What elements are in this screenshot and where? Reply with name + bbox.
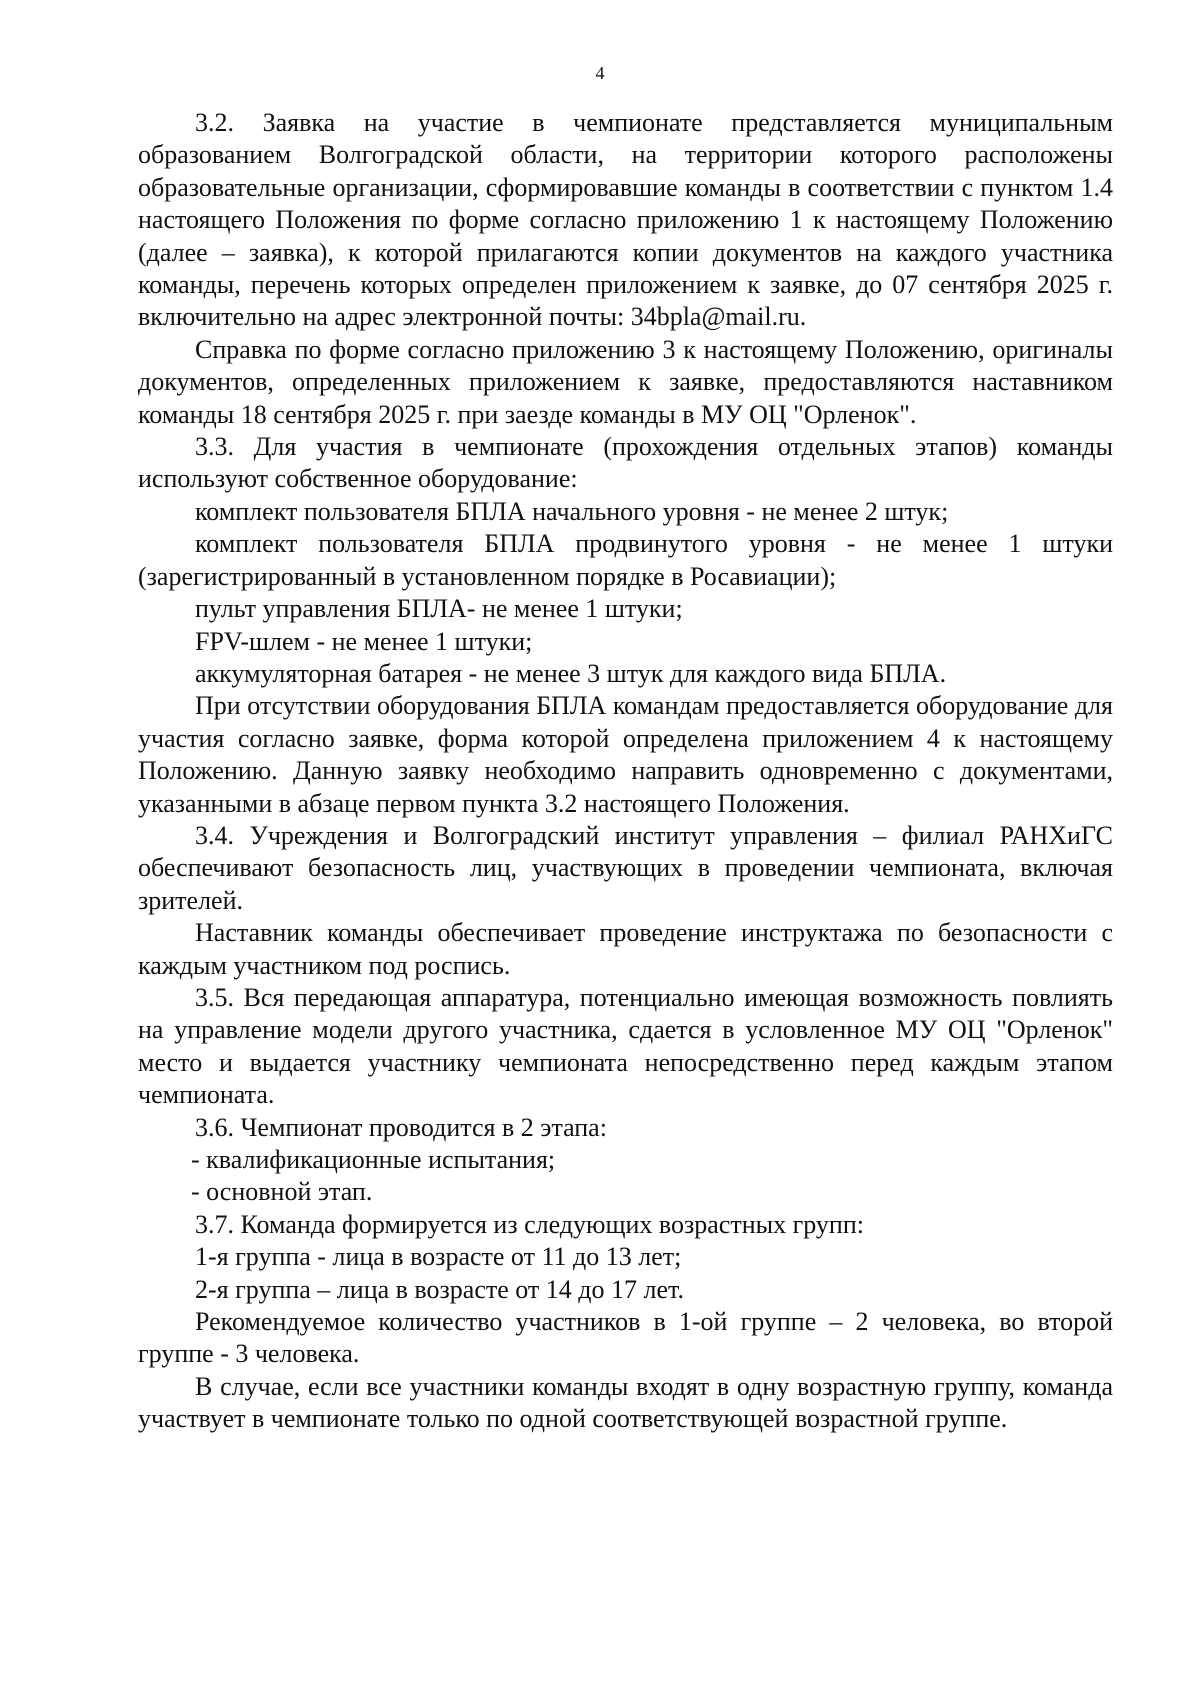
paragraph-3-5: 3.5. Вся передающая аппаратура, потенциально имеющая возможность повлиять на управление модели другого участника, сдается в условленное МУ ОЦ "Орленок" место и выдается участнику чемпионата непосредственно перед каждым этапом чемпионата. [138,982,1113,1110]
paragraph-3-3-no-equipment: При отсутствии оборудования БПЛА командам предоставляется оборудование для участия согласно заявке, форма которой определена приложением 4 к настоящему Положению. Данную заявку необходимо направить одновременно с документами, указанными в абзаце первом пункта 3.2 настоящего Положения. [138,691,1113,818]
paragraph-3-7-single-group: В случае, если все участники команды входят в одну возрастную группу, команда участвует в чемпионате только по одной соответствующей возрастной группе. [138,1371,1113,1434]
document-body [138,107,1113,1436]
page-number: 4 [595,63,605,83]
paragraph-3-7-recommended: Рекомендуемое количество участников в 1-ой группе – 2 человека, во второй группе - 3 человека. [138,1307,1113,1369]
equipment-item: пульт управления БПЛА- не менее 1 штуки; [195,594,683,624]
stage-item: - квалификационные испытания; [191,1145,556,1174]
stage-item: - основной этап. [191,1177,373,1207]
paragraph-3-4: 3.4. Учреждения и Волгоградский институт управления – филиал РАНХиГС обеспечивают безопасность лиц, участвующих в проведении чемпионата, включая зрителей. [138,820,1113,915]
paragraph-3-2-certificate: Справка по форме согласно приложению 3 к настоящему Положению, оригиналы документов, определенных приложением к заявке, предоставляются наставником команды 18 сентября 2025 г. при заезде команды в МУ ОЦ "Орленок". [138,334,1113,429]
age-group-item: 2-я группа – лица в возрасте от 14 до 17 лет. [195,1274,684,1304]
paragraph-3-7: 3.7. Команда формируется из следующих возрастных групп: [195,1209,864,1239]
equipment-item: комплект пользователя БПЛА продвинутого уровня - не менее 1 штуки (зарегистрированный в установленном порядке в Росавиации); [138,529,1113,591]
age-group-item: 1-я группа - лица в возрасте от 11 до 13 лет; [195,1242,682,1272]
equipment-item: FPV-шлем - не менее 1 штуки; [195,626,533,656]
paragraph-3-6: 3.6. Чемпионат проводится в 2 этапа: [195,1112,607,1142]
paragraph-3-3: 3.3. Для участия в чемпионате (прохождения отдельных этапов) команды используют собственное оборудование: [138,432,1113,494]
equipment-item: комплект пользователя БПЛА начального уровня - не менее 2 штук; [195,496,949,526]
equipment-item: аккумуляторная батарея - не менее 3 штук для каждого вида БПЛА. [195,658,947,688]
paragraph-3-4-mentor: Наставник команды обеспечивает проведение инструктажа по безопасности с каждым участником под роспись. [138,918,1113,980]
paragraph-3-2: 3.2. Заявка на участие в чемпионате представляется муниципальным образованием Волгоградской области, на территории которого расположены образовательные организации, сформировавшие команды в соответствии с пунктом 1.4 настоящего Положения по форме согласно приложению 1 к настоящему Положению (далее – заявка), к которой прилагаются копии документов на каждого участника команды, перечень которых определен приложением к заявке, до 07 сентября 2025 г. включительно на адрес электронной почты: 34bpla@mail.ru. [138,108,1113,332]
